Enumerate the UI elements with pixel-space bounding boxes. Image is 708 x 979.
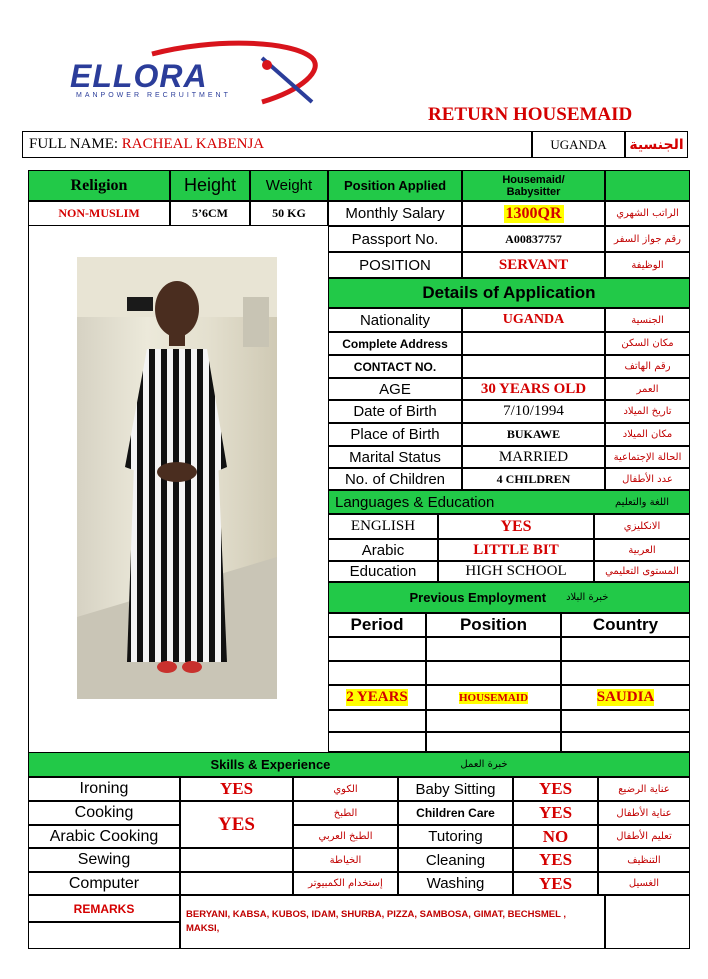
english-ar: الانكليزي	[594, 514, 690, 539]
cooking-value: YES	[180, 801, 293, 848]
arabic-label: Arabic	[328, 539, 438, 561]
position-applied-header: Position Applied	[328, 170, 462, 201]
passport-value: A00837757	[462, 226, 605, 252]
employment-empty-row-4b	[426, 732, 561, 752]
position-value: SERVANT	[462, 252, 605, 278]
pob-ar: مكان الميلاد	[605, 423, 690, 446]
children-label: No. of Children	[328, 468, 462, 490]
tutoring-value: NO	[513, 825, 598, 848]
baby-sitting-label: Baby Sitting	[398, 777, 513, 801]
pob-value: BUKAWE	[462, 423, 605, 446]
employment-empty-row-3b	[426, 710, 561, 732]
employment-empty-row-2b	[426, 661, 561, 685]
remarks-value: BERYANI, KABSA, KUBOS, IDAM, SHURBA, PIZZA, SAMBOSA, GIMAT, BECHSMEL , MAKSI,	[180, 895, 605, 949]
position-header: Position	[426, 613, 561, 637]
remarks-label: REMARKS	[28, 895, 180, 922]
age-label: AGE	[328, 378, 462, 400]
employment-empty-row-3a	[328, 710, 426, 732]
logo-subtitle: MANPOWER RECRUITMENT	[76, 92, 231, 99]
passport-label: Passport No.	[328, 226, 462, 252]
tutoring-label: Tutoring	[398, 825, 513, 848]
header-filler	[605, 170, 690, 201]
tutoring-ar: تعليم الأطفال	[598, 825, 690, 848]
position-applied-value: Housemaid/ Babysitter	[462, 170, 605, 201]
passport-ar: رقم جواز السفر	[605, 226, 690, 252]
sewing-value	[180, 848, 293, 872]
marital-ar: الحالة الإجتماعية	[605, 446, 690, 468]
weight-value: 50 KG	[250, 201, 328, 226]
nationality-detail-ar: الجنسية	[605, 308, 690, 332]
cleaning-ar: التنظيف	[598, 848, 690, 872]
arabic-cooking-label: Arabic Cooking	[28, 825, 180, 848]
employment-empty-row-1c	[561, 637, 690, 661]
full-name-value: RACHEAL KABENJA	[121, 136, 265, 152]
logo-text: ELLORA	[70, 58, 208, 94]
person-silhouette-icon	[77, 257, 277, 699]
details-title: Details of Application	[328, 278, 690, 308]
country-header: Country	[561, 613, 690, 637]
marital-value: MARRIED	[462, 446, 605, 468]
contact-ar: رقم الهاتف	[605, 355, 690, 378]
dob-label: Date of Birth	[328, 400, 462, 423]
employment-country-cell	[561, 685, 690, 710]
monthly-salary-label: Monthly Salary	[328, 201, 462, 226]
ironing-label: Ironing	[28, 777, 180, 801]
position-label: POSITION	[328, 252, 462, 278]
height-header: Height	[170, 170, 250, 201]
religion-value: NON-MUSLIM	[28, 201, 170, 226]
computer-value	[180, 872, 293, 895]
employment-country: SAUDIA	[596, 689, 655, 705]
ironing-value: YES	[180, 777, 293, 801]
address-value	[462, 332, 605, 355]
skills-title-ar: خبرة العمل	[460, 759, 508, 770]
weight-header: Weight	[250, 170, 328, 201]
skills-header	[28, 752, 690, 777]
languages-title-ar: اللغة والتعليم	[615, 496, 669, 508]
dob-ar: تاريخ الميلاد	[605, 400, 690, 423]
pob-label: Place of Birth	[328, 423, 462, 446]
education-ar: المستوى التعليمي	[594, 561, 690, 582]
nationality-value: UGANDA	[532, 131, 625, 158]
languages-title: Languages & Education	[335, 493, 495, 511]
nationality-label: Nationality	[328, 308, 462, 332]
logo	[62, 40, 327, 110]
address-ar: مكان السكن	[605, 332, 690, 355]
period-header: Period	[328, 613, 426, 637]
children-ar: عدد الأطفال	[605, 468, 690, 490]
employment-title-ar: خبرة البلاد	[566, 592, 609, 603]
employment-position: HOUSEMAID	[458, 691, 529, 704]
arabic-cooking-ar: الطبخ العربي	[293, 825, 398, 848]
remarks-side	[605, 895, 690, 949]
employment-empty-row-3c	[561, 710, 690, 732]
baby-sitting-value: YES	[513, 777, 598, 801]
cleaning-label: Cleaning	[398, 848, 513, 872]
cooking-label: Cooking	[28, 801, 180, 825]
arabic-ar: العربية	[594, 539, 690, 561]
nationality-ar: الجنسية	[625, 131, 688, 158]
address-label: Complete Address	[328, 332, 462, 355]
ironing-ar: الكوي	[293, 777, 398, 801]
cooking-ar: الطبخ	[293, 801, 398, 825]
dob-value: 7/10/1994	[462, 400, 605, 423]
marital-label: Marital Status	[328, 446, 462, 468]
employment-empty-row-1a	[328, 637, 426, 661]
sewing-ar: الخياطة	[293, 848, 398, 872]
washing-ar: الغسيل	[598, 872, 690, 895]
employment-empty-row-1b	[426, 637, 561, 661]
age-ar: العمر	[605, 378, 690, 400]
employment-empty-row-2a	[328, 661, 426, 685]
employment-period: 2 YEARS	[346, 689, 408, 705]
children-care-value: YES	[513, 801, 598, 825]
children-care-label: Children Care	[398, 801, 513, 825]
employment-empty-row-4c	[561, 732, 690, 752]
contact-label: CONTACT NO.	[328, 355, 462, 378]
english-value: YES	[438, 514, 594, 539]
cleaning-value: YES	[513, 848, 598, 872]
computer-label: Computer	[28, 872, 180, 895]
computer-ar: إستخدام الكمبيوتر	[293, 872, 398, 895]
education-label: Education	[328, 561, 438, 582]
employment-empty-row-2c	[561, 661, 690, 685]
name-row	[22, 131, 532, 158]
employment-title: Previous Employment	[409, 590, 547, 605]
document-title: RETURN HOUSEMAID	[428, 104, 633, 125]
children-value: 4 CHILDREN	[462, 468, 605, 490]
arabic-value: LITTLE BIT	[438, 539, 594, 561]
nationality-detail-value: UGANDA	[462, 308, 605, 332]
candidate-photo	[77, 257, 277, 699]
baby-sitting-ar: عناية الرضيع	[598, 777, 690, 801]
english-label: ENGLISH	[328, 514, 438, 539]
sewing-label: Sewing	[28, 848, 180, 872]
washing-value: YES	[513, 872, 598, 895]
employment-period-cell	[328, 685, 426, 710]
education-value: HIGH SCHOOL	[438, 561, 594, 582]
monthly-salary-ar: الراتب الشهري	[605, 201, 690, 226]
monthly-salary-value: 1300QR	[505, 204, 562, 222]
height-value: 5’6CM	[170, 201, 250, 226]
age-value: 30 YEARS OLD	[462, 378, 605, 400]
washing-label: Washing	[398, 872, 513, 895]
religion-header: Religion	[28, 170, 170, 201]
children-care-ar: عناية الأطفال	[598, 801, 690, 825]
position-ar: الوظيفة	[605, 252, 690, 278]
skills-title: Skills & Experience	[210, 757, 331, 772]
contact-value	[462, 355, 605, 378]
monthly-salary-cell	[462, 201, 605, 226]
full-name-label: FULL NAME:	[29, 136, 119, 152]
employment-position-cell	[426, 685, 561, 710]
languages-header	[328, 490, 690, 514]
remarks-empty	[28, 922, 180, 949]
employment-empty-row-4a	[328, 732, 426, 752]
employment-header	[328, 582, 690, 613]
